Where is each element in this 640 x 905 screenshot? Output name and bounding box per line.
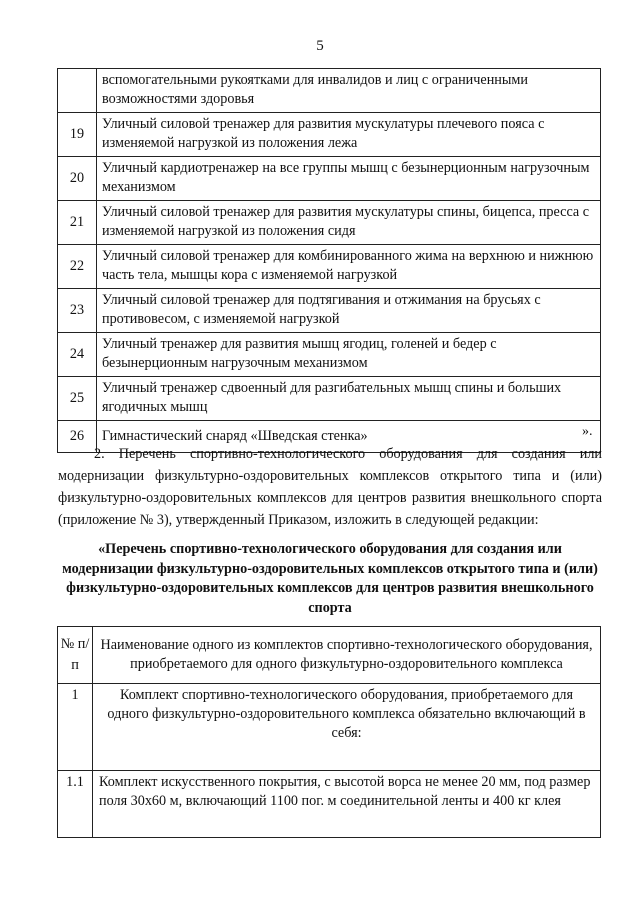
table-row <box>58 69 601 113</box>
row-text: Уличный тренажер для развития мышц ягодиц, голеней и бедер с безынерционным нагрузочным механизмом <box>97 333 601 377</box>
row-number: 25 <box>58 377 97 421</box>
table-row <box>58 113 601 157</box>
row-number: 19 <box>58 113 97 157</box>
row-text: вспомогательными рукоятками для инвалидов и лиц с ограниченными возможностями здоровья <box>97 69 601 113</box>
row-number: 20 <box>58 157 97 201</box>
header-name: Наименование одного из комплектов спортивно-технологического оборудования, приобретаемого для одного физкультурно-оздоровительного комплекса <box>93 627 601 684</box>
row-text: Комплект спортивно-технологического оборудования, приобретаемого для одного физкультурно-оздоровительного комплекса обязательно включающий в себя: <box>93 684 601 771</box>
table-row <box>58 771 601 838</box>
table-row <box>58 289 601 333</box>
row-number: 24 <box>58 333 97 377</box>
table-row <box>58 377 601 421</box>
table-row <box>58 333 601 377</box>
row-number: 21 <box>58 201 97 245</box>
row-text: Уличный силовой тренажер для комбинированного жима на верхнюю и нижнюю часть тела, мышцы кора с изменяемой нагрузкой <box>97 245 601 289</box>
header-number: № п/п <box>58 627 93 684</box>
table-header-row <box>58 627 601 684</box>
closing-quote: ». <box>582 424 593 439</box>
equipment-table-continued <box>57 68 601 453</box>
row-number: 26 <box>58 421 97 453</box>
row-text: Уличный кардиотренажер на все группы мышц с безынерционным нагрузочным механизмом <box>97 157 601 201</box>
row-number: 23 <box>58 289 97 333</box>
row-text: Уличный силовой тренажер для развития мускулатуры спины, бицепса, пресса с изменяемой нагрузкой из положения сидя <box>97 201 601 245</box>
row-text: Уличный силовой тренажер для подтягивания и отжимания на брусьях с противовесом, с изменяемой нагрузкой <box>97 289 601 333</box>
row-number <box>58 69 97 113</box>
list-heading: «Перечень спортивно-технологического оборудования для создания или модернизации физкультурно-оздоровительных комплексов открытого типа и (или) физкультурно-оздоровительных комплексов для центров развития внешкольного спорта <box>62 541 598 616</box>
equipment-set-table <box>57 626 601 838</box>
row-number: 1.1 <box>58 771 93 838</box>
table-row <box>58 684 601 771</box>
row-text: Уличный тренажер сдвоенный для разгибательных мышц спины и больших ягодичных мышц <box>97 377 601 421</box>
row-text: Уличный силовой тренажер для развития мускулатуры плечевого пояса с изменяемой нагрузкой из положения лежа <box>97 113 601 157</box>
row-text: Гимнастический снаряд «Шведская стенка» <box>97 421 601 453</box>
table-row <box>58 157 601 201</box>
row-number: 1 <box>58 684 93 771</box>
amendment-paragraph: 2. Перечень спортивно-технологического оборудования для создания или модернизации физкультурно-оздоровительных комплексов открытого типа и (или) физкультурно-оздоровительных комплексов для центров развития внешкольного спорта (приложение № 3), утвержденный Приказом, изложить в следующей редакции: <box>58 446 602 528</box>
table-row <box>58 201 601 245</box>
row-number: 22 <box>58 245 97 289</box>
page-number: 5 <box>316 38 324 54</box>
row-text: Комплект искусственного покрытия, с высотой ворса не менее 20 мм, под размер поля 30х60 м, включающий 1100 пог. м соединительной ленты и 400 кг клея <box>93 771 601 838</box>
table-row <box>58 245 601 289</box>
